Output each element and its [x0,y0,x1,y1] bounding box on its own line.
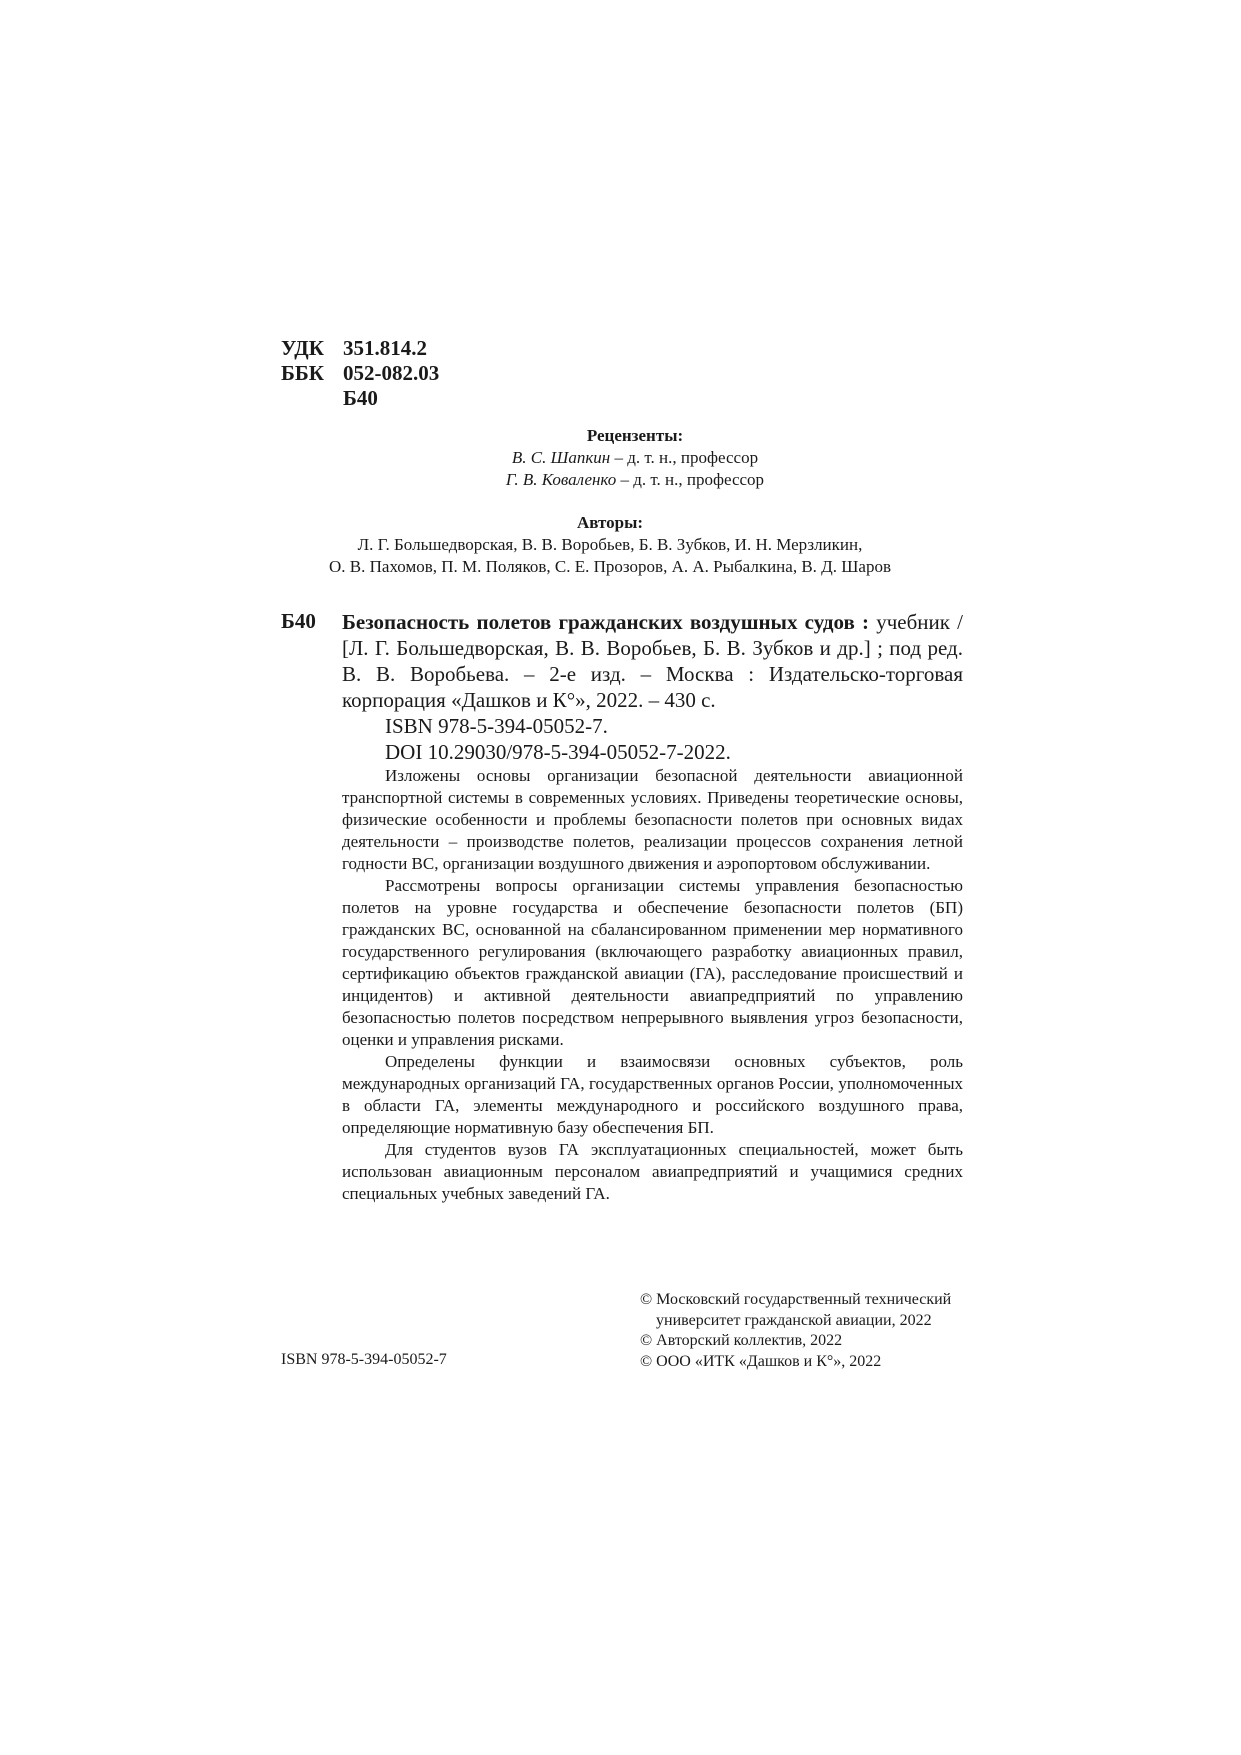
copyright-line-3: © ООО «ИТК «Дашков и К°», 2022 [640,1352,882,1370]
entry-isbn: ISBN 978-5-394-05052-7. [385,714,608,738]
copyright-line-2: © Авторский коллектив, 2022 [640,1332,843,1349]
entry-code: Б40 [281,609,316,633]
author-mark: Б40 [343,386,378,410]
reviewer-line [400,447,870,469]
reviewer-role: – д. т. н., профессор [616,470,765,489]
author-mark-row [281,386,439,411]
classification-block [281,336,439,411]
authors-line-1: Л. Г. Большедворская, В. В. Воробьев, Б. В. Зубков, И. Н. Мерзликин, [357,535,863,554]
book-description: учебник / [Л. Г. Большедворская, В. В. Воробьев, Б. В. Зубков и др.] ; под ред. В. В. Воробьева. – 2-е изд. – Москва : Издательско-торговая корпорация «Дашков и К°», 2022. – 430 с. [342,610,963,712]
reviewer-line [400,469,870,491]
authors-heading: Авторы: [576,513,644,532]
book-title: Безопасность полетов гражданских воздушных судов : [342,610,870,634]
bbk-value: 052-082.03 [343,361,440,385]
annotation [342,765,963,1205]
copyright-block [640,1290,970,1372]
reviewer-role: – д. т. н., профессор [610,448,759,467]
annotation-paragraph: Рассмотрены вопросы организации системы управления безопасностью полетов на уровне государства и обеспечение безопасности полетов (БП) гражданских ВС, основанной на сбалансированном применении мер нормативного государственного регулирования (включающего разработку авиационных правил, сертификацию объектов гражданской авиации (ГА), расследование происшествий и инцидентов) и активной деятельности авиапредприятий по управлению безопасностью полетов посредством непрерывного выявления угроз безопасности, оценки и управления рисками. [342,876,963,1049]
reviewers-heading: Рецензенты: [586,426,684,445]
authors-line-2: О. В. Пахомов, П. М. Поляков, С. Е. Прозоров, А. А. Рыбалкина, В. Д. Шаров [329,557,891,576]
bibliographic-entry [342,609,963,765]
annotation-paragraph: Изложены основы организации безопасной деятельности авиационной транспортной системы в современных условиях. Приведены теоретические основы, физические особенности и проблемы безопасности полетов при основных видах деятельности – производстве полетов, реализации процессов сохранения летной годности ВС, организации воздушного движения и аэропортовом обслуживании. [342,766,963,873]
copyright-line-1: © Московский государственный технический [640,1291,952,1308]
isbn-bottom: ISBN 978-5-394-05052-7 [281,1351,447,1368]
copyright-line-1-cont: университет гражданской авиации, 2022 [656,1311,932,1329]
udk-row [281,336,439,361]
entry-doi: DOI 10.29030/978-5-394-05052-7-2022. [385,740,731,764]
udk-label: УДК [281,336,324,360]
annotation-paragraph: Определены функции и взаимосвязи основных субъектов, роль международных организаций ГА, государственных органов России, уполномоченных в области ГА, элементы международного и российского воздушного права, определяющие нормативную базу обеспечения БП. [342,1052,963,1137]
authors-block [270,512,950,578]
bbk-row [281,361,439,386]
reviewer-name: Г. В. Коваленко [505,470,617,489]
annotation-paragraph: Для студентов вузов ГА эксплуатационных специальностей, может быть использован авиационным персоналом авиапредприятий и учащимися средних специальных учебных заведений ГА. [342,1140,963,1203]
bbk-label: ББК [281,361,324,385]
entry-main [342,609,963,713]
reviewer-name: В. С. Шапкин [511,448,611,467]
reviewers-block [400,425,870,491]
udk-value: 351.814.2 [343,336,427,360]
